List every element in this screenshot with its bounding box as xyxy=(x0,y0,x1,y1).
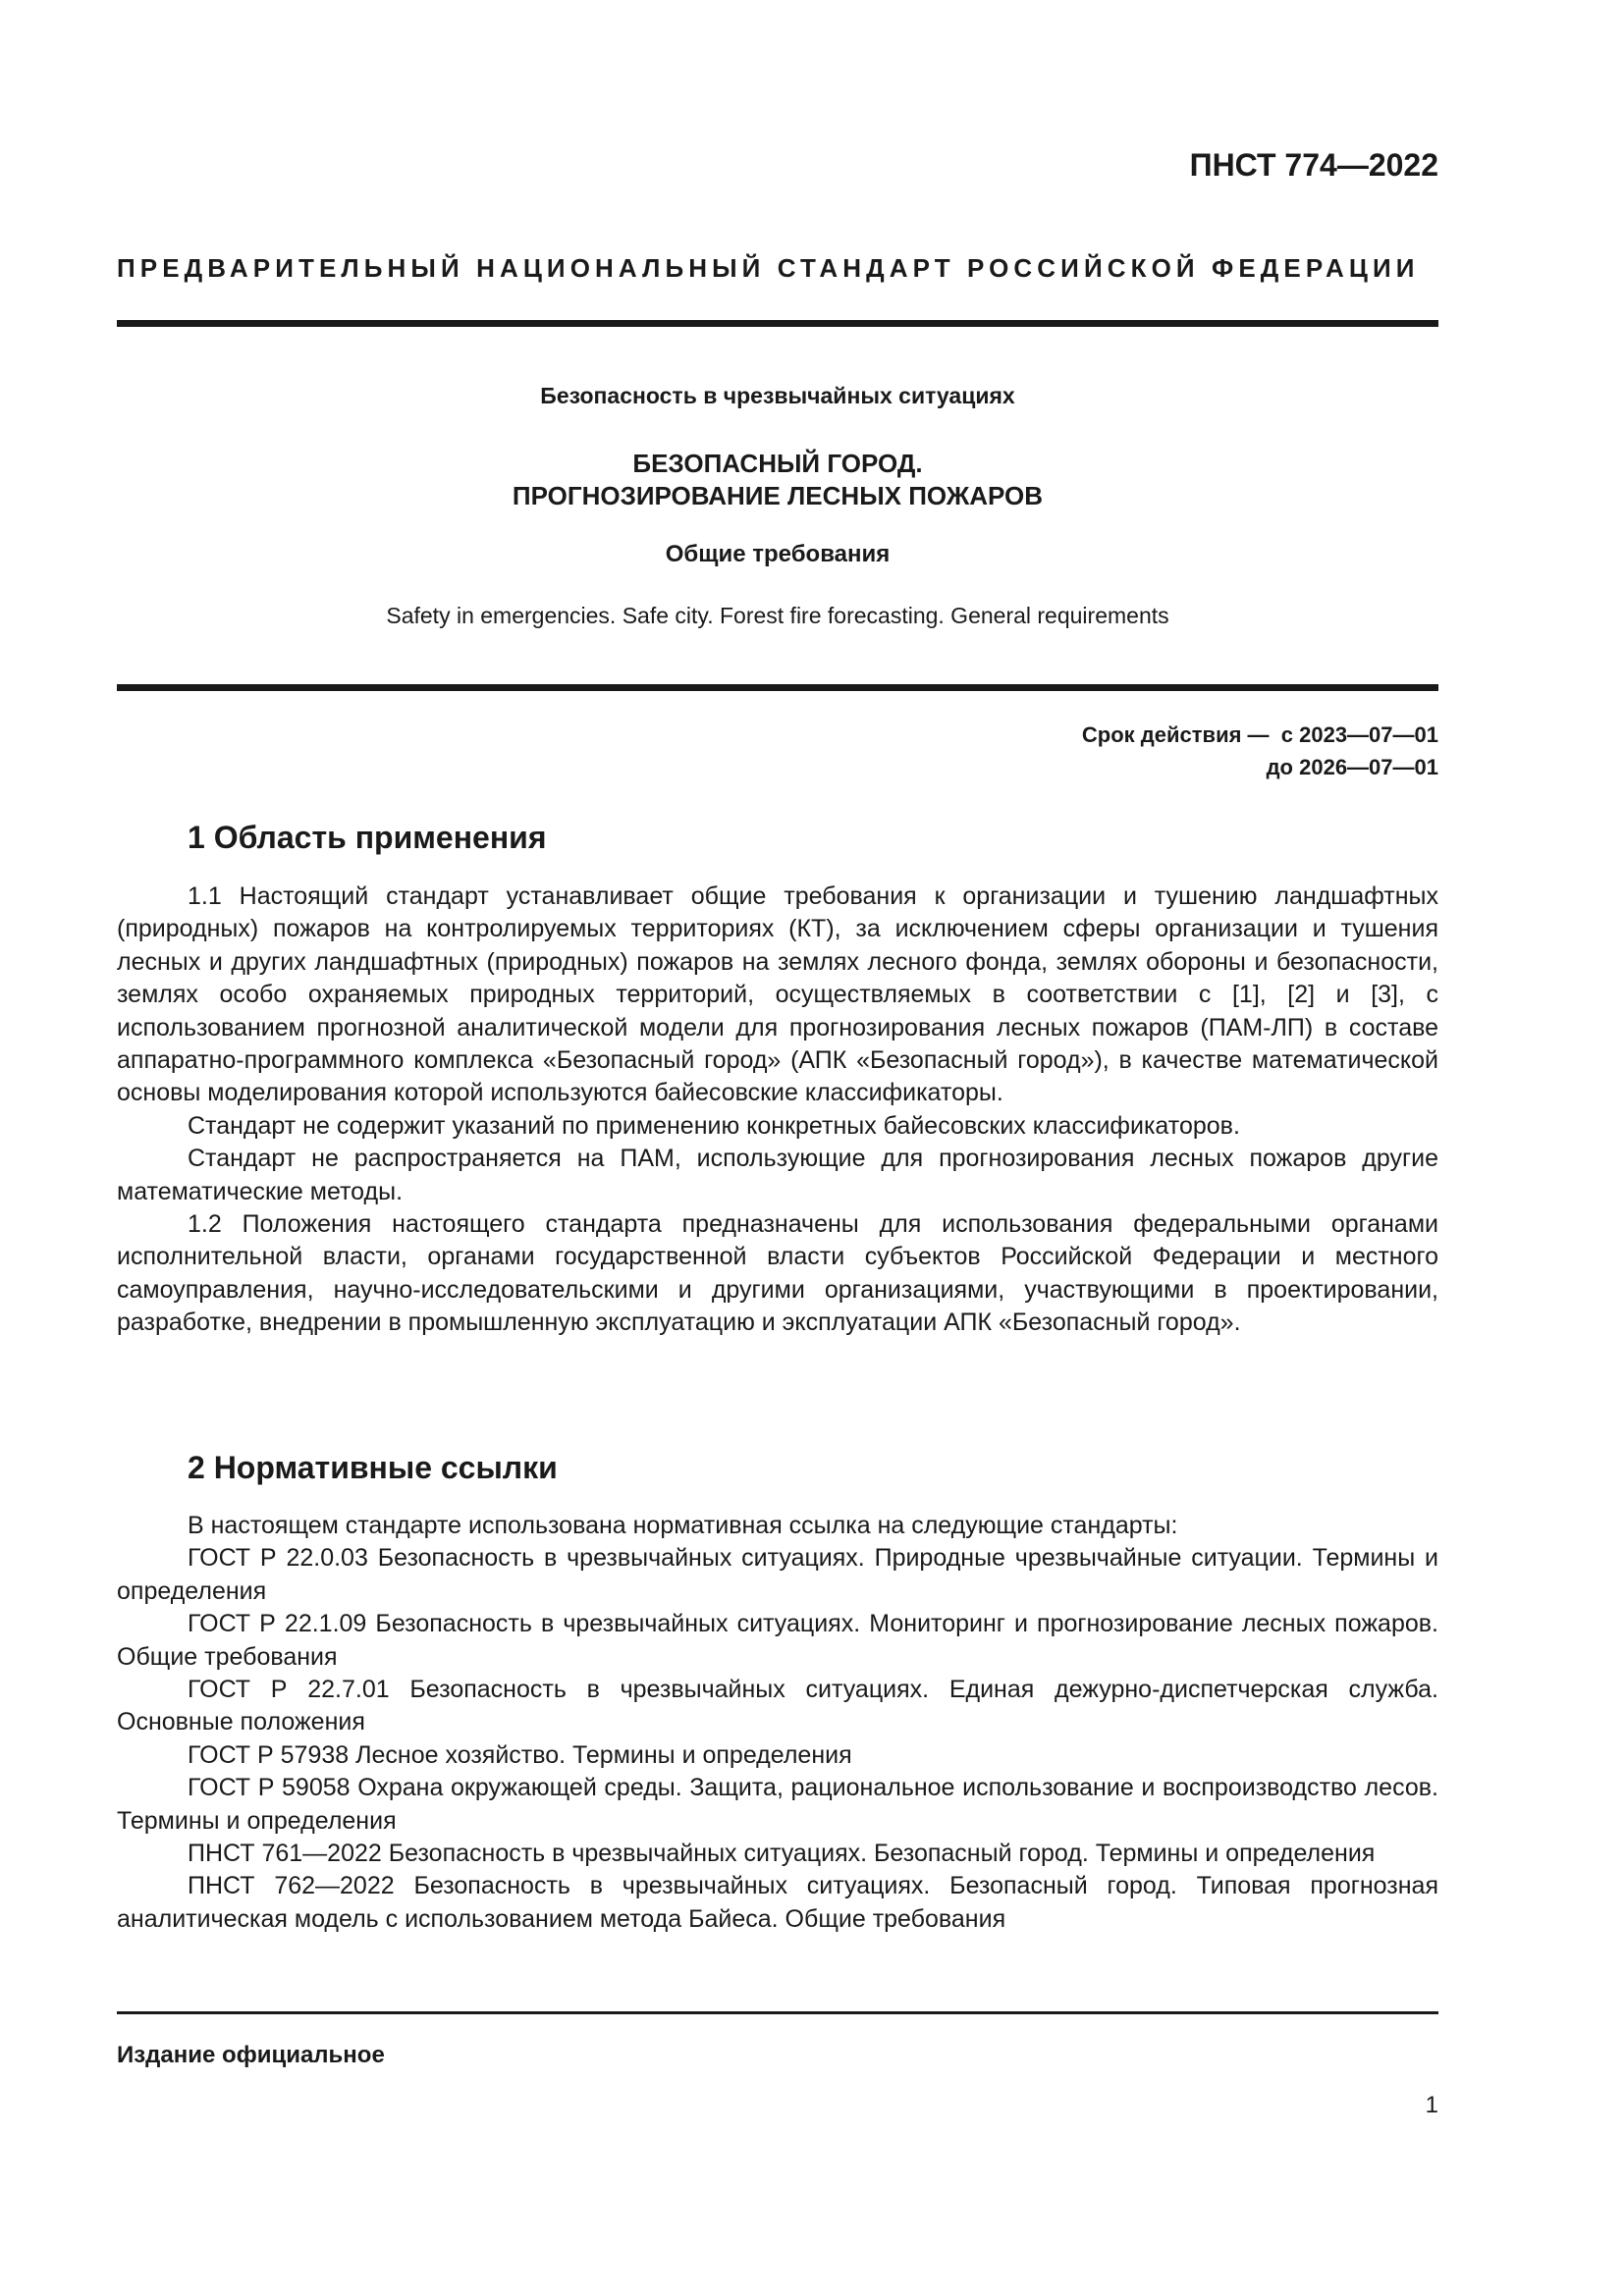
title-line-1: БЕЗОПАСНЫЙ ГОРОД. xyxy=(632,449,923,478)
standard-number: ПНСТ 774—2022 xyxy=(1189,147,1438,183)
section-1-paragraph: 1.2 Положения настоящего стандарта предназначены для использования федеральными органами исполнительной власти, органами государственной власти субъектов Российской Федерации и местного самоуправления, научно-исследовательскими и другими организациями, участвующими в проектировании, разработке, внедрении в промышленную эксплуатацию и эксплуатации АПК «Безопасный город». xyxy=(117,1210,1438,1337)
validity-to: до 2026—07—01 xyxy=(1266,755,1438,779)
section-1-paragraph: 1.1 Настоящий стандарт устанавливает общие требования к организации и тушению ландшафтных (природных) пожаров на контролируемых территориях (КТ), за исключением сферы организации и тушения лесных и других ландшафтных (природных) пожаров на землях лесного фонда, землях обороны и безопасности, землях особо охраняемых природных территорий, осуществляемых в соответствии с [1], [2] и [3], с использованием прогнозной аналитической модели для прогнозирования лесных пожаров (ПАМ-ЛП) в составе аппаратно-программного комплекса «Безопасный город» (АПК «Безопасный город»), в качестве математической основы моделирования которой используются байесовские классификаторы. xyxy=(117,882,1438,1107)
english-title: Safety in emergencies. Safe city. Forest fire forecasting. General requirements xyxy=(386,603,1169,628)
page-number: 1 xyxy=(1425,2092,1438,2118)
header-divider xyxy=(117,320,1438,327)
title-line-2: ПРОГНОЗИРОВАНИЕ ЛЕСНЫХ ПОЖАРОВ xyxy=(512,481,1044,510)
validity-period xyxy=(1082,719,1438,783)
normative-reference: ГОСТ Р 59058 Охрана окружающей среды. Защита, рациональное использование и воспроизводство лесов. Термины и определения xyxy=(117,1774,1438,1835)
section-1-body xyxy=(117,881,1438,1340)
section-1-heading: 1 Область применения xyxy=(188,820,547,855)
standard-subject: Безопасность в чрезвычайных ситуациях xyxy=(540,383,1015,408)
edition-label: Издание официальное xyxy=(117,2042,385,2068)
section-1-paragraph: Стандарт не содержит указаний по применению конкретных байесовских классификаторов. xyxy=(188,1111,1240,1140)
standard-subtitle: Общие требования xyxy=(665,541,891,567)
standard-title xyxy=(117,448,1438,512)
footer-divider xyxy=(117,2011,1438,2014)
normative-reference: ГОСТ Р 22.1.09 Безопасность в чрезвычайных ситуациях. Мониторинг и прогнозирование лесных пожаров. Общие требования xyxy=(117,1610,1438,1671)
normative-reference: ГОСТ Р 22.7.01 Безопасность в чрезвычайных ситуациях. Единая дежурно-диспетчерская служба. Основные положения xyxy=(117,1676,1438,1736)
normative-reference: ПНСТ 762—2022 Безопасность в чрезвычайных ситуациях. Безопасный город. Типовая прогнозная аналитическая модель с использованием метода Байеса. Общие требования xyxy=(117,1872,1438,1933)
section-1-paragraph: Стандарт не распространяется на ПАМ, использующие для прогнозирования лесных пожаров другие математические методы. xyxy=(117,1145,1438,1205)
normative-reference: ПНСТ 761—2022 Безопасность в чрезвычайных ситуациях. Безопасный город. Термины и определения xyxy=(188,1840,1376,1868)
normative-reference: ГОСТ Р 22.0.03 Безопасность в чрезвычайных ситуациях. Природные чрезвычайные ситуации. Термины и определения xyxy=(117,1544,1438,1605)
section-2-heading: 2 Нормативные ссылки xyxy=(188,1450,558,1485)
title-divider xyxy=(117,684,1438,691)
standard-type-heading: ПРЕДВАРИТЕЛЬНЫЙ НАЦИОНАЛЬНЫЙ СТАНДАРТ РОССИЙСКОЙ ФЕДЕРАЦИИ xyxy=(117,253,1420,283)
validity-from: Срок действия — с 2023—07—01 xyxy=(1081,722,1438,747)
normative-intro: В настоящем стандарте использована нормативная ссылка на следующие стандарты: xyxy=(188,1512,1178,1539)
section-2-body xyxy=(117,1510,1438,1936)
normative-reference: ГОСТ Р 57938 Лесное хозяйство. Термины и определения xyxy=(188,1740,852,1769)
